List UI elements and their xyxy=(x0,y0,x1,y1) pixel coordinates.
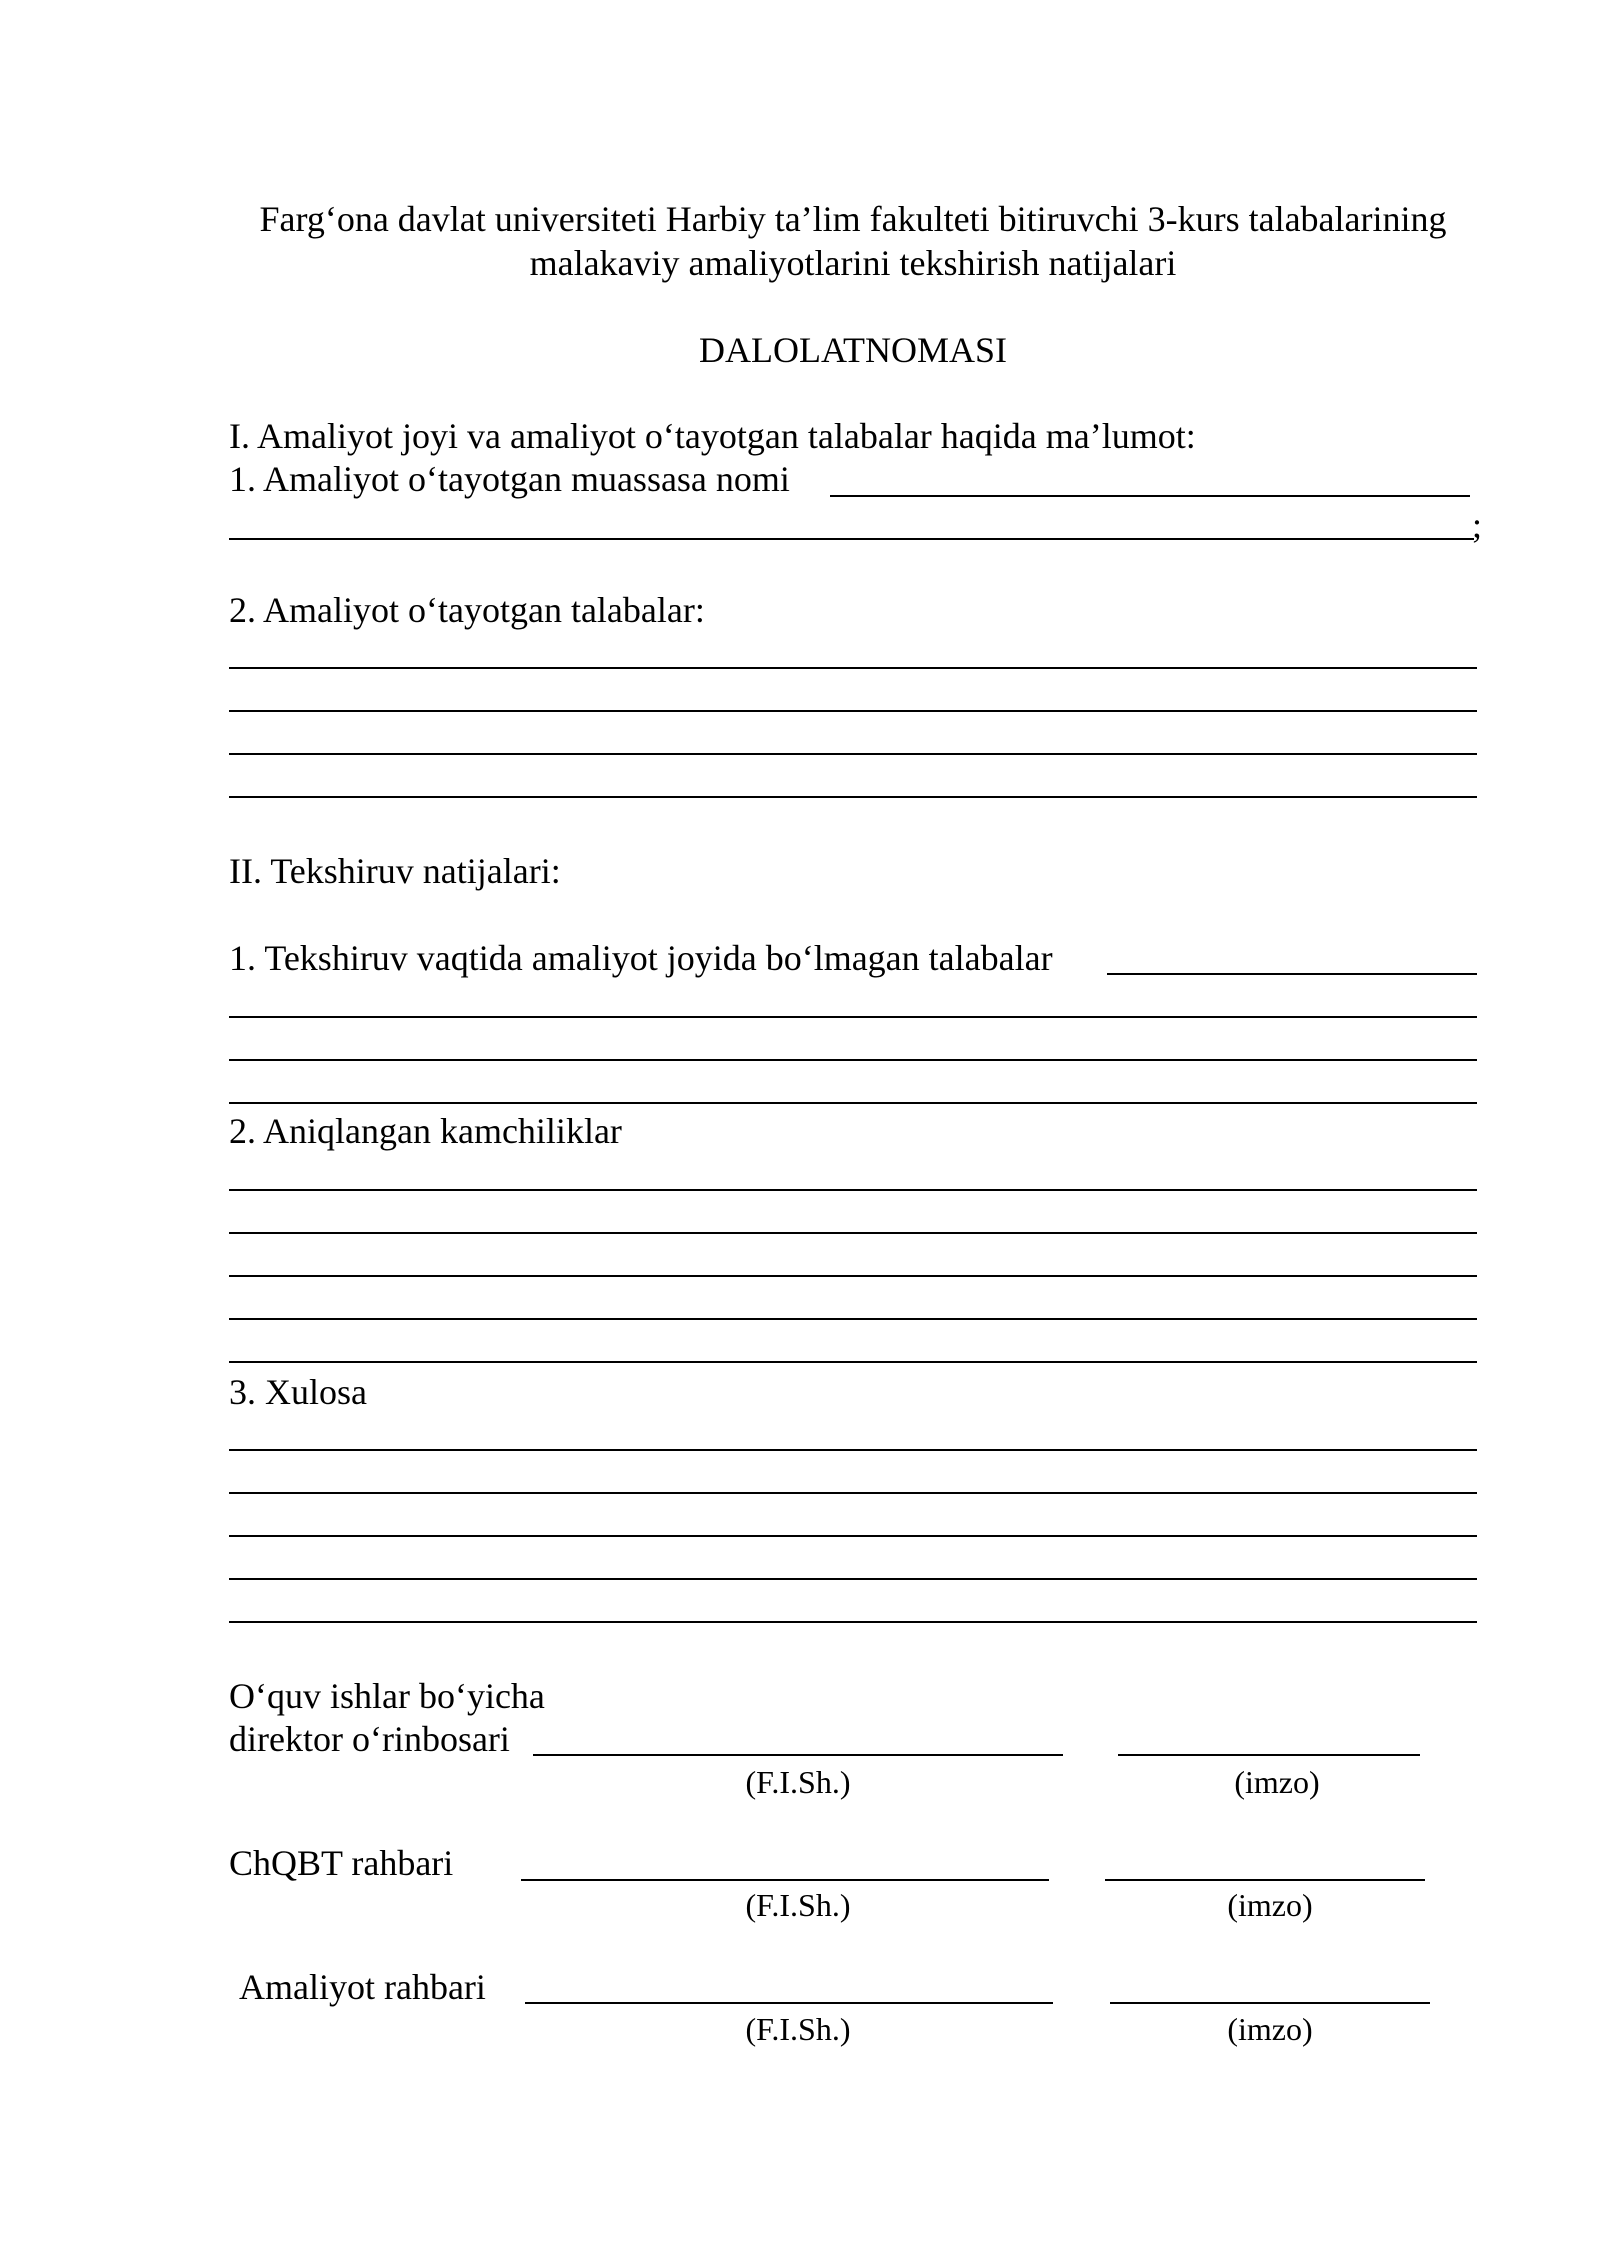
conclusion-label: 3. Xulosa xyxy=(229,1372,367,1412)
practice-head-signature-caption: (imzo) xyxy=(1227,2011,1313,2047)
director-title-line-1: O‘quv ishlar bo‘yicha xyxy=(229,1676,545,1716)
chqbt-signature-field[interactable] xyxy=(1105,1879,1425,1881)
conclusion-field-line[interactable] xyxy=(229,1449,1477,1451)
students-field-line[interactable] xyxy=(229,667,1477,669)
practice-head-signature-field[interactable] xyxy=(1110,2002,1430,2004)
institution-name-label: 1. Amaliyot o‘tayotgan muassasa nomi xyxy=(229,459,790,499)
chqbt-signature-caption: (imzo) xyxy=(1227,1887,1313,1923)
conclusion-field-line[interactable] xyxy=(229,1621,1477,1623)
deficiencies-field-line[interactable] xyxy=(229,1275,1477,1277)
deficiencies-field-line[interactable] xyxy=(229,1361,1477,1363)
director-title-line-2: direktor o‘rinbosari xyxy=(229,1719,510,1759)
section-2-heading: II. Tekshiruv natijalari: xyxy=(229,851,561,891)
director-name-caption: (F.I.Sh.) xyxy=(745,1764,851,1800)
students-field-line[interactable] xyxy=(229,753,1477,755)
director-name-field[interactable] xyxy=(533,1754,1063,1756)
practice-head-name-caption: (F.I.Sh.) xyxy=(745,2011,851,2047)
director-signature-caption: (imzo) xyxy=(1234,1764,1320,1800)
header-line-2: malakaviy amaliyotlarini tekshirish natijalari xyxy=(529,243,1177,283)
conclusion-field-line[interactable] xyxy=(229,1578,1477,1580)
chqbt-head-label: ChQBT rahbari xyxy=(229,1843,454,1883)
chqbt-name-caption: (F.I.Sh.) xyxy=(745,1887,851,1923)
practice-head-name-field[interactable] xyxy=(525,2002,1053,2004)
deficiencies-field-line[interactable] xyxy=(229,1189,1477,1191)
absent-students-field-line[interactable] xyxy=(229,1016,1477,1018)
document-title: DALOLATNOMASI xyxy=(699,330,1007,370)
institution-name-terminator: ; xyxy=(1472,505,1483,545)
deficiencies-field-line[interactable] xyxy=(229,1232,1477,1234)
institution-name-field[interactable] xyxy=(830,495,1470,497)
practice-head-label: Amaliyot rahbari xyxy=(239,1967,486,2007)
chqbt-name-field[interactable] xyxy=(521,1879,1049,1881)
absent-students-field-line[interactable] xyxy=(229,1059,1477,1061)
students-label: 2. Amaliyot o‘tayotgan talabalar: xyxy=(229,590,705,630)
director-signature-field[interactable] xyxy=(1118,1754,1420,1756)
absent-students-label: 1. Tekshiruv vaqtida amaliyot joyida bo‘lmagan talabalar xyxy=(229,938,1053,978)
conclusion-field-line[interactable] xyxy=(229,1492,1477,1494)
absent-students-field[interactable] xyxy=(1107,973,1477,975)
section-1-heading: I. Amaliyot joyi va amaliyot o‘tayotgan talabalar haqida ma’lumot: xyxy=(229,416,1196,456)
absent-students-field-line[interactable] xyxy=(229,1102,1477,1104)
header-line-1: Farg‘ona davlat universiteti Harbiy ta’lim fakulteti bitiruvchi 3-kurs talabalarining xyxy=(259,199,1447,239)
students-field-line[interactable] xyxy=(229,796,1477,798)
students-field-line[interactable] xyxy=(229,710,1477,712)
deficiencies-label: 2. Aniqlangan kamchiliklar xyxy=(229,1111,622,1151)
conclusion-field-line[interactable] xyxy=(229,1535,1477,1537)
deficiencies-field-line[interactable] xyxy=(229,1318,1477,1320)
institution-name-field-continued[interactable] xyxy=(229,538,1474,540)
